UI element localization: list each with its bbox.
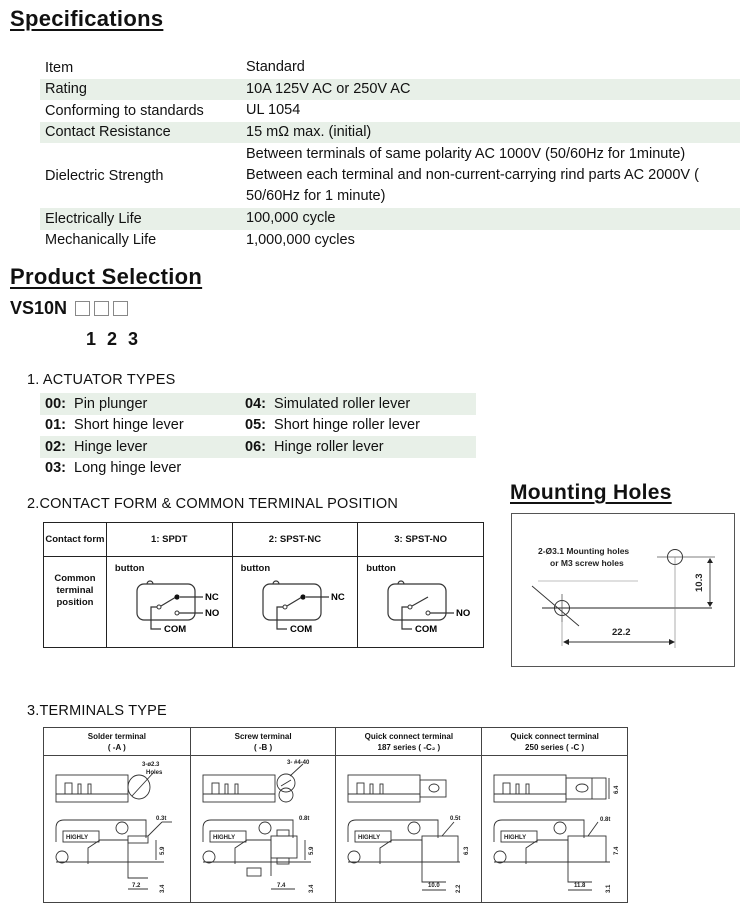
svg-text:NO: NO <box>204 608 220 619</box>
svg-text:22.2: 22.2 <box>612 627 631 638</box>
svg-text:0.8t: 0.8t <box>298 816 310 822</box>
spst-nc-switch-icon <box>243 573 358 648</box>
mounting-holes-drawing <box>512 514 736 668</box>
spec-row <box>40 230 740 252</box>
svg-text:COM: COM <box>289 624 312 635</box>
spst-nc-diagram-cell <box>232 557 358 648</box>
spec-value-line: Between each terminal and non-current-carrying rind parts AC 2000V ( <box>246 167 699 183</box>
terminals-type-table <box>43 727 628 903</box>
actuator-item: 06: Hinge roller lever <box>245 438 384 455</box>
svg-text:11.8: 11.8 <box>574 883 586 889</box>
spec-item: Contact Resistance <box>45 124 171 141</box>
svg-text:6.3: 6.3 <box>464 846 471 855</box>
svg-text:COM: COM <box>415 624 438 635</box>
actuator-item: 02: Hinge lever <box>45 438 148 455</box>
svg-text:5.9: 5.9 <box>160 846 166 855</box>
svg-text:7.4: 7.4 <box>614 846 621 855</box>
spec-value <box>246 144 740 207</box>
svg-text:COM: COM <box>163 624 187 635</box>
spec-item: Dielectric Strength <box>45 167 164 184</box>
terminal-col-header: Solder terminal ( -A ) <box>44 728 191 756</box>
svg-text:7.2: 7.2 <box>132 883 141 889</box>
specifications-title: Specifications <box>10 6 164 31</box>
svg-text:NO: NO <box>456 608 471 619</box>
option-box-1 <box>75 301 90 316</box>
spec-item: Electrically Life <box>45 210 142 227</box>
contact-form-table <box>43 522 484 648</box>
quick-connect-187-drawing <box>336 756 482 903</box>
spec-row <box>40 100 740 122</box>
contact-form-title: 2.CONTACT FORM & COMMON TERMINAL POSITION <box>27 496 398 512</box>
svg-text:2-Ø3.1 Mounting holes: 2-Ø3.1 Mounting holes <box>538 546 630 556</box>
mounting-holes-title: Mounting Holes <box>510 481 672 504</box>
actuator-item: 05: Short hinge roller lever <box>245 417 420 434</box>
svg-text:or M3 screw holes: or M3 screw holes <box>550 558 624 568</box>
spec-row <box>40 79 740 101</box>
spec-item: Conforming to standards <box>45 102 204 119</box>
svg-text:Holes: Holes <box>146 770 163 776</box>
screw-terminal-drawing <box>190 756 336 903</box>
quick-connect-250-drawing <box>482 756 628 903</box>
option-position-numbers: 1 2 3 <box>86 329 139 349</box>
product-selection-title: Product Selection <box>10 264 203 289</box>
actuator-item: 04: Simulated roller lever <box>245 395 411 412</box>
spec-value-line: 50/60Hz for 1 minute) <box>246 188 386 204</box>
mounting-holes-diagram <box>511 513 735 667</box>
svg-text:3.4: 3.4 <box>308 884 315 893</box>
svg-text:3-ø2.3: 3-ø2.3 <box>142 762 160 768</box>
model-name: VS10N <box>10 298 68 318</box>
svg-text:3- #4-40: 3- #4-40 <box>286 760 310 766</box>
svg-text:0.3t: 0.3t <box>156 816 167 822</box>
svg-text:2.2: 2.2 <box>456 884 463 893</box>
option-box-3 <box>113 301 128 316</box>
spec-item: Mechanically Life <box>45 232 157 249</box>
spec-header-row <box>40 57 740 79</box>
svg-text:6.4: 6.4 <box>614 785 621 794</box>
actuator-item: 03: Long hinge lever <box>45 460 182 477</box>
quick-connect-250-icon <box>482 756 628 903</box>
svg-text:3.4: 3.4 <box>160 884 166 893</box>
button-label: button <box>114 563 145 574</box>
terminals-type-title: 3.TERMINALS TYPE <box>27 703 167 719</box>
spec-item: Rating <box>45 81 87 98</box>
actuator-types-title: 1. ACTUATOR TYPES <box>27 372 176 388</box>
contact-form-col: 3: SPST-NO <box>358 523 484 557</box>
svg-text:HIGHLY: HIGHLY <box>66 835 89 841</box>
spec-row <box>40 143 740 208</box>
actuator-item: 00: Pin plunger <box>45 395 148 412</box>
option-box-2 <box>94 301 109 316</box>
spdt-switch-icon <box>117 573 232 648</box>
svg-text:HIGHLY: HIGHLY <box>504 835 527 841</box>
svg-text:10.0: 10.0 <box>428 883 441 889</box>
actuator-row <box>40 458 476 480</box>
terminal-col-header: Screw terminal ( -B ) <box>190 728 336 756</box>
spec-value: 100,000 cycle <box>246 210 336 227</box>
contact-form-col: 1: SPDT <box>106 523 232 557</box>
contact-form-col: 2: SPST-NC <box>232 523 358 557</box>
spec-value: 15 mΩ max. (initial) <box>246 123 372 140</box>
svg-text:0.8t: 0.8t <box>600 817 611 823</box>
svg-text:NC: NC <box>330 592 345 603</box>
solder-terminal-drawing <box>44 756 191 903</box>
actuator-row <box>40 393 476 415</box>
svg-text:3.1: 3.1 <box>606 884 613 893</box>
spec-value: 1,000,000 cycles <box>246 231 355 248</box>
spec-header-standard: Standard <box>246 59 305 76</box>
svg-text:10.3: 10.3 <box>694 573 705 592</box>
spec-row <box>40 122 740 144</box>
spdt-diagram-cell <box>106 557 232 648</box>
contact-form-label: Contact form <box>44 523 107 557</box>
actuator-item: 01: Short hinge lever <box>45 417 184 434</box>
svg-text:HIGHLY: HIGHLY <box>212 835 235 841</box>
spec-value: UL 1054 <box>246 102 301 119</box>
screw-terminal-icon <box>191 756 337 903</box>
spec-row <box>40 208 740 230</box>
svg-text:7.4: 7.4 <box>276 883 286 889</box>
svg-text:NC: NC <box>204 592 219 603</box>
actuator-row <box>40 436 476 458</box>
quick-connect-187-icon <box>336 756 482 903</box>
solder-terminal-icon <box>44 756 190 903</box>
specifications-table <box>40 57 740 251</box>
actuator-types-table <box>40 393 476 479</box>
terminal-col-header: Quick connect terminal 250 series ( -C ) <box>482 728 628 756</box>
spst-no-switch-icon <box>368 573 483 648</box>
spec-value-line: Between terminals of same polarity AC 1000V (50/60Hz for 1minute) <box>246 146 686 162</box>
spec-header-item: Item <box>45 59 74 76</box>
button-label: button <box>366 563 396 574</box>
svg-text:HIGHLY: HIGHLY <box>358 835 381 841</box>
button-label: button <box>240 563 271 574</box>
terminal-position-label: Common terminal position <box>44 557 107 648</box>
model-code <box>10 298 128 319</box>
spec-value: 10A 125V AC or 250V AC <box>246 80 411 97</box>
svg-text:0.5t: 0.5t <box>450 816 461 822</box>
actuator-row <box>40 415 476 437</box>
terminal-col-header: Quick connect terminal 187 series ( -C₂ ) <box>336 728 482 756</box>
spst-no-diagram-cell <box>358 557 484 648</box>
svg-text:5.9: 5.9 <box>308 846 315 855</box>
